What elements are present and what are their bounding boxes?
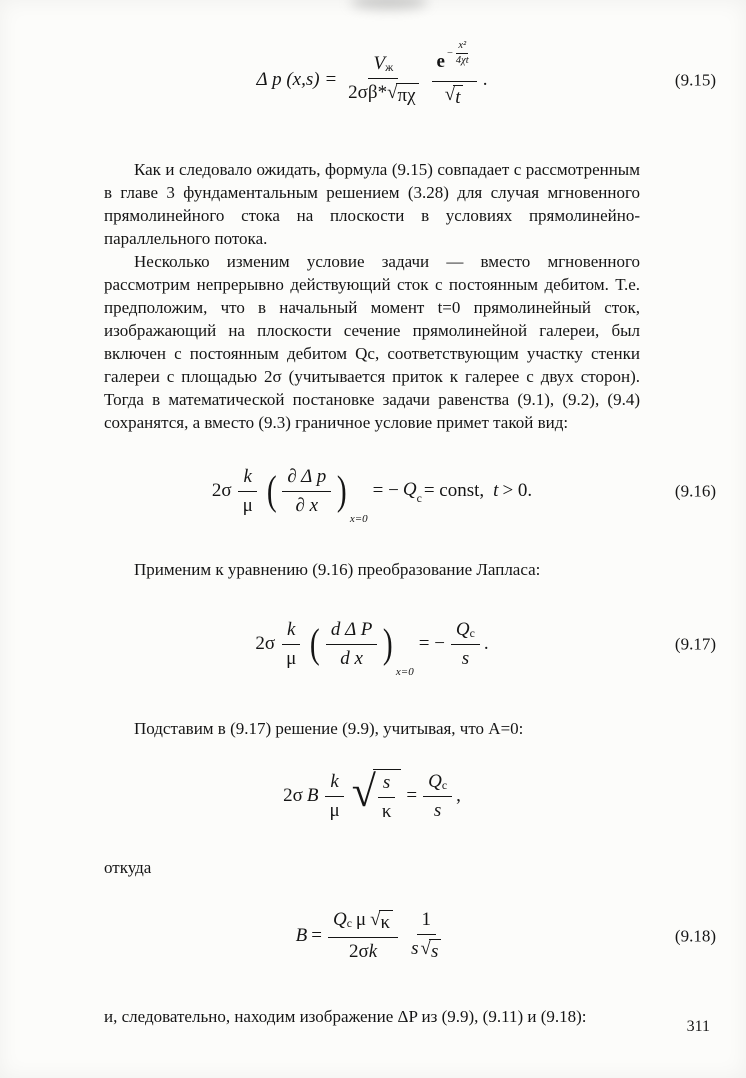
math-term: =	[311, 925, 322, 947]
math-term: = −	[418, 633, 445, 655]
math-term: s	[411, 938, 419, 959]
math-fraction	[423, 771, 452, 822]
paragraph-3: Применим к уравнению (9.16) преобразование Лапласа:	[134, 560, 541, 579]
parenthesized-group	[308, 618, 414, 678]
math-term: k	[325, 771, 343, 797]
paragraph-5: откуда	[104, 858, 152, 877]
math-term: μ	[286, 647, 297, 669]
sqrt-sign: √	[351, 767, 376, 817]
math-term: Q	[428, 770, 442, 792]
sqrt-expression	[352, 769, 402, 823]
paragraph-4: Подставим в (9.17) решение (9.9), учитывая, что A=0:	[134, 719, 524, 738]
math-term: ∂ Δ p	[282, 466, 331, 492]
math-term: = −	[372, 480, 399, 502]
math-term: B	[306, 785, 319, 807]
parenthesized-group	[265, 465, 368, 525]
math-term: Q	[455, 618, 470, 640]
math-term: Q	[332, 909, 347, 931]
math-term: ∂ x	[295, 494, 319, 516]
sqrt-expression	[387, 83, 418, 107]
paragraph-1: Как и следовало ожидать, формула (9.15) совпадает с рассмотренным в главе 3 фундаментальным решением (3.28) для случая мгновенного прямолинейного стока на плоскости в условиях прямолинейно-параллельного потока.	[104, 160, 640, 248]
math-term: s	[378, 772, 395, 798]
formula-row-aux	[104, 762, 640, 830]
math-fraction	[432, 40, 477, 109]
math-fraction	[343, 53, 423, 107]
math-fraction	[451, 619, 480, 670]
math-term: μ	[355, 909, 367, 931]
math-term: 1	[417, 909, 437, 935]
equation-tag-9-16: (9.16)	[674, 481, 716, 501]
math-term: k	[238, 466, 256, 492]
math-subscript: x=0	[395, 665, 414, 678]
math-subscript: с	[441, 778, 448, 792]
math-term: 2σ	[283, 785, 303, 807]
math-term: k	[282, 619, 300, 645]
paragraph-2: Несколько изменим условие задачи — вместо мгновенного рассмотрим непрерывно действующий сток с постоянным дебитом. Т.е. предположим, что в начальный момент t=0 прямолинейный сток, изображающий на плоскости сечение прямолинейной галереи, был включен с постоянным дебитом Qс, соответствующим участку стенки галереи с площадью 2σ (учитывается приток к галерее с двух сторон). Тогда в математической постановке задачи равенства (9.1), (9.2), (9.4) сохранятся, а вместо (9.3) граничное условие примет такой вид:	[104, 252, 640, 432]
math-term: Q	[402, 478, 417, 500]
sqrt-sign: √	[444, 84, 456, 106]
sqrt-sign: √	[370, 909, 381, 931]
math-fraction	[325, 771, 345, 822]
math-term: 2σβ*	[348, 82, 388, 103]
math-term: d x	[340, 647, 363, 669]
math-term: κ	[381, 801, 392, 822]
math-term: t	[493, 480, 499, 502]
math-term: = const,	[423, 480, 485, 502]
equation-9-18	[294, 909, 451, 963]
math-term: μ	[242, 494, 253, 516]
paragraph-6: и, следовательно, находим изображение ΔP из (9.9), (9.11) и (9.18):	[104, 1007, 587, 1026]
formula-row-9-18	[104, 897, 716, 975]
sqrt-sign: √	[387, 82, 398, 103]
math-term: V	[373, 53, 386, 75]
math-term: .	[483, 633, 489, 655]
paren-open: (	[266, 467, 277, 513]
math-term: B	[295, 925, 308, 947]
math-term: 2σ	[348, 941, 369, 962]
math-fraction	[454, 40, 471, 67]
equation-9-16	[210, 465, 534, 525]
math-term: =	[406, 785, 418, 807]
math-subscript: x=0	[349, 512, 368, 525]
math-subscript: с	[416, 491, 422, 505]
math-term: κ	[379, 910, 394, 934]
math-term: s	[461, 647, 470, 669]
math-fraction	[328, 909, 398, 963]
math-term: d Δ P	[326, 619, 377, 645]
formula-row-9-17	[104, 605, 716, 683]
math-term: s	[433, 799, 442, 821]
scan-artifact	[350, 0, 428, 9]
paren-open: (	[310, 620, 320, 666]
math-term: −	[446, 47, 453, 59]
math-term: x²	[456, 40, 468, 54]
equation-9-15	[255, 40, 490, 109]
page-number: 311	[686, 1018, 710, 1035]
sqrt-expression	[421, 939, 442, 963]
sqrt-sign: √	[420, 938, 431, 959]
formula-row-9-16	[104, 454, 716, 528]
math-term: 2σ	[211, 480, 232, 502]
math-term: Δ p (x,s) =	[256, 69, 338, 91]
math-term: πχ	[396, 83, 419, 107]
math-term: s	[429, 939, 441, 963]
paren-close: )	[337, 467, 347, 513]
math-exponent	[447, 40, 472, 67]
math-term: ,	[456, 785, 461, 807]
math-subscript: с	[469, 626, 475, 640]
equation-tag-9-17: (9.17)	[674, 634, 716, 654]
math-term: 4χt	[455, 55, 469, 67]
math-fraction	[406, 909, 446, 963]
formula-row-9-15	[104, 36, 716, 124]
math-fraction	[282, 466, 331, 517]
math-term: μ	[329, 799, 340, 821]
equation-tag-9-15: (9.15)	[674, 70, 716, 90]
math-term: k	[368, 941, 378, 962]
math-term: .	[482, 69, 488, 91]
equation-9-17	[253, 618, 490, 678]
math-subscript: с	[346, 917, 352, 931]
math-fraction	[238, 466, 258, 517]
sqrt-expression	[370, 910, 393, 934]
math-subscript: ж	[385, 61, 394, 75]
sqrt-expression	[445, 85, 464, 109]
equation-tag-9-18: (9.18)	[674, 926, 716, 946]
math-term: 2σ	[255, 633, 276, 655]
math-fraction	[326, 619, 377, 670]
math-fraction	[281, 619, 301, 670]
math-term: > 0.	[502, 480, 533, 502]
math-term: e	[436, 50, 445, 72]
equation-aux	[281, 769, 463, 823]
paren-close: )	[383, 620, 394, 666]
math-fraction	[377, 772, 397, 823]
math-term: t	[453, 85, 463, 109]
